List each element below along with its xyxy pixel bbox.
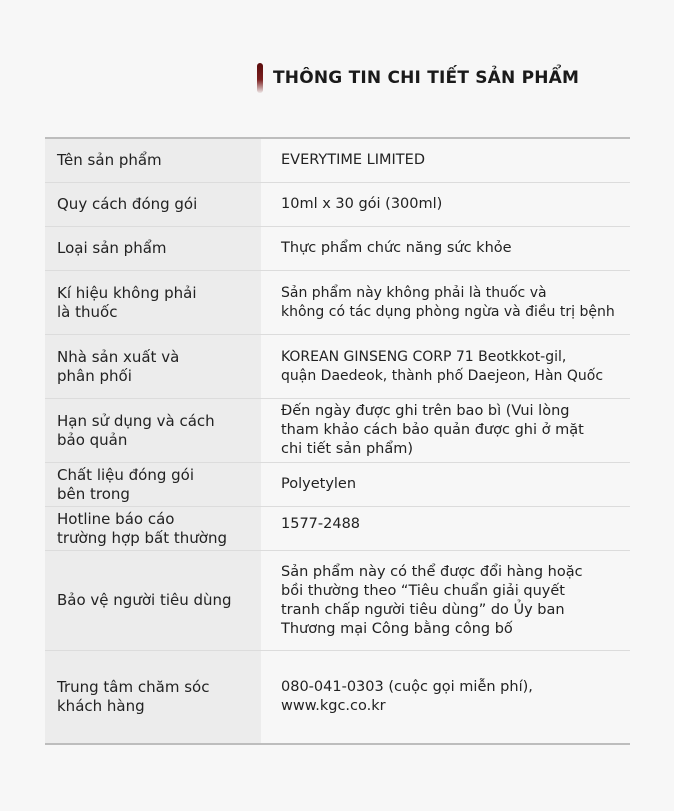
row-label: Quy cách đóng gói — [45, 183, 261, 226]
row-label: Loại sản phẩm — [45, 227, 261, 270]
row-label: Kí hiệu không phải là thuốc — [45, 271, 261, 334]
page-title: THÔNG TIN CHI TIẾT SẢN PHẨM — [273, 68, 580, 88]
table-row — [45, 335, 630, 399]
table-row — [45, 139, 630, 183]
table-row — [45, 551, 630, 651]
table-row — [45, 271, 630, 335]
row-label: Tên sản phẩm — [45, 139, 261, 182]
row-value: 1577-2488 — [281, 516, 361, 532]
row-value: 080-041-0303 (cuộc gọi miễn phí), www.kgc.co.kr — [281, 679, 533, 714]
row-value: Thực phẩm chức năng sức khỏe — [281, 240, 512, 256]
row-value: Sản phẩm này không phải là thuốc và không có tác dụng phòng ngừa và điều trị bệnh — [281, 284, 615, 320]
row-label: Hotline báo cáo trường hợp bất thường — [45, 507, 261, 550]
row-value: Polyetylen — [281, 476, 357, 492]
row-value: EVERYTIME LIMITED — [281, 152, 425, 168]
heading-accent-bar — [257, 63, 263, 93]
row-label: Nhà sản xuất và phân phối — [45, 335, 261, 398]
row-value: 10ml x 30 gói (300ml) — [281, 196, 443, 212]
row-value: Sản phẩm này có thể được đổi hàng hoặc bồi thường theo “Tiêu chuẩn giải quyết tranh chấp người tiêu dùng” do Ủy ban Thương mại Công bằng công bố — [281, 563, 583, 637]
row-label: Chất liệu đóng gói bên trong — [45, 463, 261, 506]
section-heading — [257, 63, 579, 93]
row-value: Đến ngày được ghi trên bao bì (Vui lòng tham khảo cách bảo quản được ghi ở mặt chi tiết sản phẩm) — [281, 403, 584, 457]
table-row — [45, 399, 630, 463]
table-row — [45, 183, 630, 227]
row-label: Hạn sử dụng và cách bảo quản — [45, 399, 261, 462]
table-row — [45, 463, 630, 507]
row-label: Bảo vệ người tiêu dùng — [45, 551, 261, 650]
row-value: KOREAN GINSENG CORP 71 Beotkkot-gil, quận Daedeok, thành phố Daejeon, Hàn Quốc — [281, 348, 604, 384]
table-row — [45, 227, 630, 271]
row-label: Trung tâm chăm sóc khách hàng — [45, 651, 261, 743]
product-info-table — [45, 137, 630, 745]
table-row — [45, 507, 630, 551]
table-row — [45, 651, 630, 743]
